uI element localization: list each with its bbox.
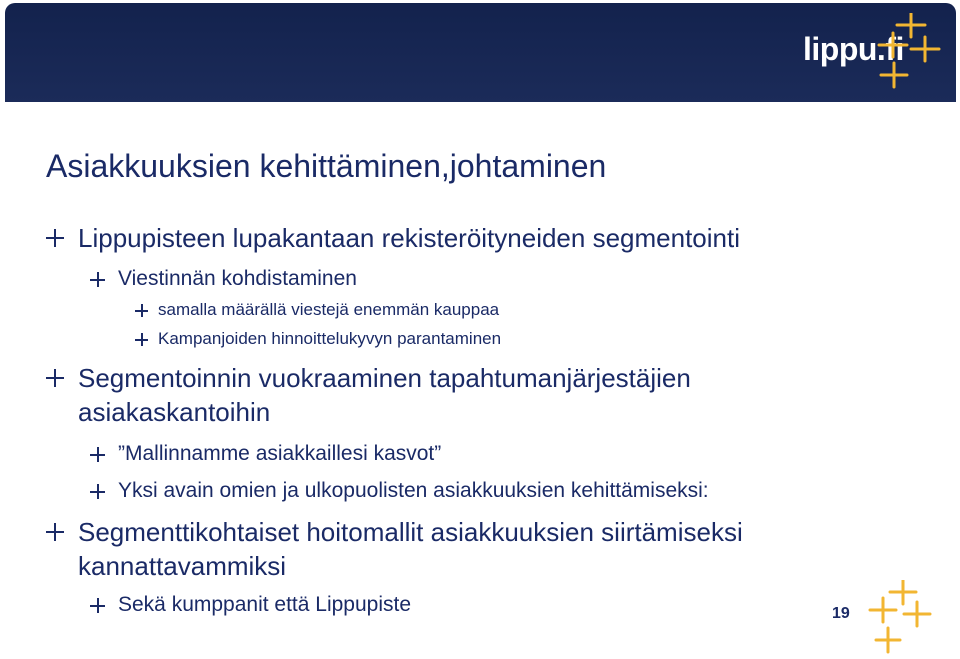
bullet-text: Segmenttikohtaiset hoitomallit asiakkuuksien siirtämiseksi kannattavammiksi <box>78 517 743 581</box>
bullet-kumppanit <box>90 592 411 618</box>
star-cluster-icon <box>867 13 947 98</box>
bullet-text: Segmentoinnin vuokraaminen tapahtumanjärjestäjien asiakaskantoihin <box>78 363 691 427</box>
footer-star-cluster-icon <box>864 580 940 656</box>
bullet-text: ”Mallinnamme asiakkaillesi kasvot” <box>118 442 442 465</box>
page-number: 19 <box>832 605 850 622</box>
cross-bullet-icon <box>135 333 148 346</box>
bullet-yksi-avain <box>90 478 709 504</box>
bullet-segmentointi <box>46 221 740 255</box>
lippu-fi-logo: lippu.fi <box>803 31 904 67</box>
cross-bullet-icon <box>90 447 105 462</box>
bullet-mallinnamme <box>90 441 441 467</box>
cross-bullet-icon <box>135 304 148 317</box>
bullet-kauppaa <box>135 299 499 321</box>
cross-bullet-icon <box>46 523 64 541</box>
bullet-hinnoittelu <box>135 328 501 350</box>
bullet-hoitomallit <box>46 515 743 583</box>
header-banner <box>5 3 956 102</box>
bullet-viestinta <box>90 266 357 292</box>
bullet-text: Yksi avain omien ja ulkopuolisten asiakkuuksien kehittämiseksi: <box>118 479 709 502</box>
cross-bullet-icon <box>46 229 64 247</box>
bullet-text: Lippupisteen lupakantaan rekisteröityneiden segmentointi <box>78 223 740 253</box>
bullet-vuokraaminen <box>46 361 691 429</box>
cross-bullet-icon <box>90 272 105 287</box>
cross-bullet-icon <box>90 484 105 499</box>
bullet-text: Sekä kumppanit että Lippupiste <box>118 593 412 616</box>
cross-bullet-icon <box>46 369 64 387</box>
bullet-text: samalla määrällä viestejä enemmän kauppaa <box>158 300 500 319</box>
slide-title: Asiakkuuksien kehittäminen,johtaminen <box>46 148 607 184</box>
cross-bullet-icon <box>90 598 105 613</box>
bullet-text: Kampanjoiden hinnoittelukyvyn parantaminen <box>158 329 502 348</box>
bullet-text: Viestinnän kohdistaminen <box>118 267 357 290</box>
